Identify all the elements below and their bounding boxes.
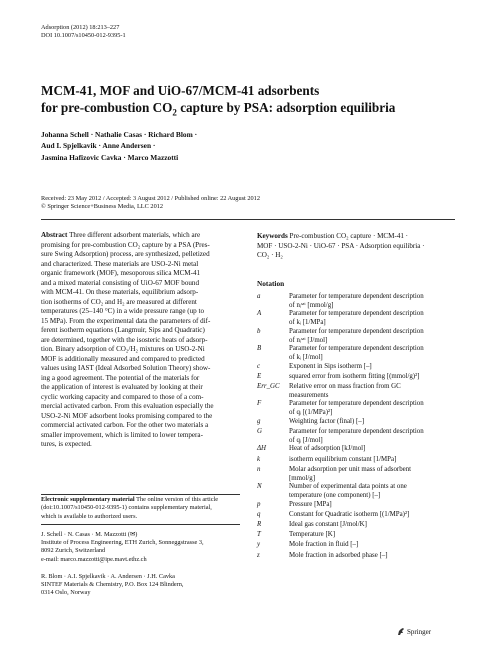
abstract-line [41, 393, 240, 403]
journal-doi[interactable]: DOI 10.1007/s10450-012-9395-1 [41, 32, 126, 40]
notation-description [289, 293, 459, 311]
abstract [41, 231, 240, 450]
abstract-text: promising for pre-combustion CO₂ capture by a PSA (Pres- [41, 240, 210, 249]
abstract-line [41, 402, 240, 412]
abstract-text: mercial activated carbon. From this evaluation especially the [41, 402, 214, 410]
notation-description [289, 310, 459, 328]
notation-description [289, 373, 459, 382]
header-divider [41, 219, 455, 220]
notation-desc-line: Parameter for temperature dependent description [289, 310, 424, 318]
aff-line: J. Schell · N. Casas · M. Mazzotti (✉) [41, 531, 138, 538]
notation-description [289, 383, 459, 401]
notation-desc-line: isotherm equilibrium constant [1/MPa] [289, 455, 397, 463]
publication-dates [41, 195, 461, 212]
abstract-text: commercial activated carbon. For the other two materials a [41, 421, 209, 429]
abstract-line [41, 345, 240, 355]
esm-note [41, 496, 240, 521]
notation-symbol: z [257, 551, 260, 559]
abstract-text: temperatures (25–140 °C) in a wide pressure range (up to [41, 307, 204, 315]
abstract-text: organic framework (MOF), mesoporous silica MCM-41 [41, 269, 201, 277]
notation-desc-line: Number of experimental data points at one [289, 483, 407, 491]
notation-description [289, 328, 459, 346]
notation-desc-line: Weighting factor (final) [–] [289, 417, 365, 425]
keywords-heading: Keywords [257, 232, 288, 240]
abstract-text: and characterized. These materials are USO-2-Ni metal [41, 259, 199, 268]
abstract-text: are determined, together with the isosteric heats of adsorp- [41, 335, 208, 344]
abstract-text: cyclic working capacity and compared to those of a com- [41, 392, 204, 401]
abstract-line [41, 317, 240, 327]
abstract-text: with MCM-41. On these materials, equilibrium adsorp- [41, 288, 199, 296]
notation-symbol: T [257, 531, 261, 539]
notation-description [289, 456, 459, 465]
notation-desc-line: Temperature [K] [289, 531, 336, 539]
notation-desc-line: [mmol/g] [289, 474, 316, 482]
abstract-text: tion isotherms of CO₂ and H₂ are measured at different [41, 297, 197, 306]
received-dates: Received: 23 May 2012 / Accepted: 3 August 2012 / Published online: 22 August 2012 [41, 195, 260, 202]
notation-symbol: N [257, 483, 262, 491]
notation-symbol: G [257, 428, 262, 435]
esm-text: The online version of this article [136, 496, 219, 503]
abstract-line [41, 355, 240, 365]
publisher-logo [397, 627, 431, 636]
notation-description [289, 541, 459, 550]
notation-symbol: n [257, 465, 261, 473]
notation-symbol: c [257, 362, 261, 370]
abstract-line [41, 431, 240, 441]
title-line-1: MCM-41, MOF and UiO-67/MCM-41 adsorbents [41, 83, 320, 98]
notation-desc-line: of nᵢˢᵃᵗ [mmol/g] [289, 301, 334, 309]
abstract-text: smaller improvement, which is limited to lower tempera- [41, 430, 203, 439]
notation-description [289, 345, 459, 363]
notation-description [289, 418, 459, 427]
keywords-line-2: MOF · USO-2-Ni · UiO-67 · PSA · Adsorption equilibria · [257, 241, 425, 250]
paper-title [41, 82, 461, 122]
notation-description [289, 511, 459, 520]
notation-symbol: y [257, 541, 261, 549]
keywords-line-3: CO₂ · H₂ [257, 251, 283, 260]
abstract-text: 15 MPa). From the experimental data the parameters of dif- [41, 316, 211, 325]
abstract-text: Three different adsorbent materials, which are [69, 231, 201, 239]
notation-desc-line: temperature (one component) [–] [289, 492, 381, 500]
abstract-text: the application of interest is evaluated by looking at their [41, 383, 203, 391]
springer-horse-icon [397, 627, 405, 636]
copyright: © Springer Science+Business Media, LLC 2012 [41, 203, 164, 211]
abstract-line [41, 307, 240, 317]
notation-description [289, 521, 459, 530]
abstract-text: MOF is additionally measured and compared to predicted [41, 354, 205, 363]
author-list [41, 129, 341, 163]
notation-desc-line: Ideal gas constant [J/mol/K] [289, 521, 367, 528]
notation-symbol: B [257, 345, 262, 353]
abstract-line [41, 383, 240, 393]
abstract-line [41, 288, 240, 298]
publisher-name: Springer [407, 627, 432, 636]
notation-desc-line: Parameter for temperature dependent description [289, 293, 424, 300]
keywords-text: Pre-combustion CO₂ capture · MCM-41 · [289, 232, 409, 240]
title-line-2 [41, 99, 461, 122]
notation-desc-line: Parameter for temperature dependent description [289, 428, 424, 435]
journal-header [41, 24, 126, 41]
notation-description [289, 445, 459, 454]
notation-desc-line: of kᵢ [1/MPa] [289, 319, 326, 327]
esm-heading: Electronic supplementary material [41, 496, 135, 503]
abstract-text: tion. Binary adsorption of CO₂/H₂ mixtures on USO-2-Ni [41, 345, 205, 353]
aff-line: SINTEF Materials & Chemistry, P.O. Box 124 Blindern, [41, 581, 184, 589]
title-line-2-post: capture by PSA: adsorption equilibria [176, 100, 396, 115]
abstract-line [41, 374, 240, 384]
notation-symbol: Err_GC [257, 383, 280, 390]
abstract-line [41, 250, 240, 260]
author-line: Jasmina Hafizovic Cavka · Marco Mazzotti [41, 152, 179, 162]
notation-desc-line: measurements [289, 391, 329, 399]
abstract-line [41, 231, 240, 241]
abstract-line [41, 364, 240, 374]
aff-line: 8092 Zurich, Switzerland [41, 547, 106, 555]
abstract-line [41, 440, 240, 450]
title-subscript: 2 [172, 107, 177, 118]
abstract-line [41, 412, 240, 422]
notation-desc-line: squared error from isotherm fitting [(mmol/g)²] [289, 372, 420, 380]
abstract-line [41, 421, 240, 431]
notation-desc-line: Exponent in Sips isotherm [–] [289, 362, 372, 370]
notation-desc-line: Heat of adsorption [kJ/mol] [289, 445, 366, 453]
abstract-line [41, 241, 240, 251]
notation-desc-line: Constant for Quadratic isotherm [(1/MPa)²] [289, 510, 410, 518]
abstract-text: and a mixed material consisting of UiO-67 MOF bound [41, 278, 200, 287]
notation-desc-line: Parameter for temperature dependent description [289, 345, 424, 353]
abstract-text: ferent isotherm equations (Langmuir, Sips and Quadratic) [41, 326, 205, 334]
notation-description [289, 501, 459, 510]
notation-symbol: R [257, 521, 262, 528]
abstract-line [41, 298, 240, 308]
notation-symbol: a [257, 293, 261, 300]
notation-heading: Notation [257, 279, 285, 288]
notation-desc-line: Relative error on mass fraction from GC [289, 383, 401, 390]
notation-description [289, 400, 459, 418]
affiliation-divider [41, 524, 240, 525]
notation-symbol: ΔH [257, 445, 267, 453]
abstract-line [41, 260, 240, 270]
abstract-line [41, 279, 240, 289]
footnote-divider [41, 494, 240, 495]
notation-desc-line: of qᵢ [J/mol] [289, 436, 323, 444]
notation-symbol: q [257, 510, 261, 518]
notation-desc-line: Mole fraction in adsorbed phase [–] [289, 551, 388, 559]
abstract-heading: Abstract [41, 231, 68, 239]
esm-line-1 [41, 496, 240, 504]
notation-description [289, 483, 459, 501]
notation-symbol: E [257, 372, 262, 380]
keywords-line-1 [257, 232, 462, 242]
notation-desc-line: of nᵢˢᵃᵗ [J/mol] [289, 336, 328, 344]
author-line: Aud I. Spjelkavik · Anne Andersen · [41, 141, 156, 151]
notation-symbol: k [257, 455, 261, 463]
notation-desc-line: Parameter for temperature dependent description [289, 327, 424, 335]
aff-line: R. Blom · A.I. Spjelkavik · A. Andersen · J.H. Cavka [41, 573, 175, 580]
affiliation-sintef [41, 573, 240, 598]
email-link[interactable]: e-mail: marco.mazzotti@ipe.mavt.ethz.ch [41, 555, 147, 563]
notation-desc-line: of qᵢ [(1/MPa)²] [289, 409, 333, 417]
notation-symbol: A [257, 310, 262, 318]
notation-symbol: p [257, 500, 261, 508]
notation-description [289, 552, 459, 561]
abstract-line [41, 326, 240, 336]
keywords [257, 232, 462, 261]
abstract-text: tures, is expected. [41, 440, 92, 448]
aff-line: 0314 Oslo, Norway [41, 589, 91, 597]
abstract-text: ing a good agreement. The potential of the materials for [41, 373, 200, 382]
notation-symbol: b [257, 327, 261, 335]
notation-symbol: g [257, 417, 261, 425]
author-line: Johanna Schell · Nathalie Casas · Richard Blom · [41, 130, 198, 139]
aff-line: Institute of Process Engineering, ETH Zurich, Sonneggstrasse 3, [41, 539, 204, 547]
notation-description [289, 466, 459, 484]
notation-symbol: F [257, 400, 262, 408]
notation-desc-line: of kᵢ [J/mol] [289, 354, 323, 362]
title-line-2-pre: for pre-combustion CO [41, 100, 173, 115]
notation-description [289, 531, 459, 540]
notation-desc-line: Mole fraction in fluid [–] [289, 541, 359, 549]
abstract-text: sure Swing Adsorption) process, are synthesized, pelletized [41, 250, 210, 258]
abstract-text: values using IAST (Ideal Adsorbed Solution Theory) show- [41, 364, 211, 372]
notation-desc-line: Molar adsorption per unit mass of adsorbent [289, 465, 412, 473]
notation-description [289, 363, 459, 372]
affiliation-eth [41, 531, 240, 564]
esm-line-2[interactable]: (doi:10.1007/s10450-012-9395-1) contains supplementary material, [41, 504, 212, 512]
notation-description [289, 428, 459, 446]
abstract-text: USO-2-Ni MOF adsorbent looks promising compared to the [41, 411, 213, 420]
abstract-line [41, 336, 240, 346]
notation-desc-line: Pressure [MPa] [289, 500, 332, 508]
esm-line-3: which is available to authorized users. [41, 512, 138, 520]
notation-desc-line: Parameter for temperature dependent description [289, 400, 424, 408]
abstract-line [41, 269, 240, 279]
journal-citation: Adsorption (2012) 18:213–227 [41, 24, 120, 31]
